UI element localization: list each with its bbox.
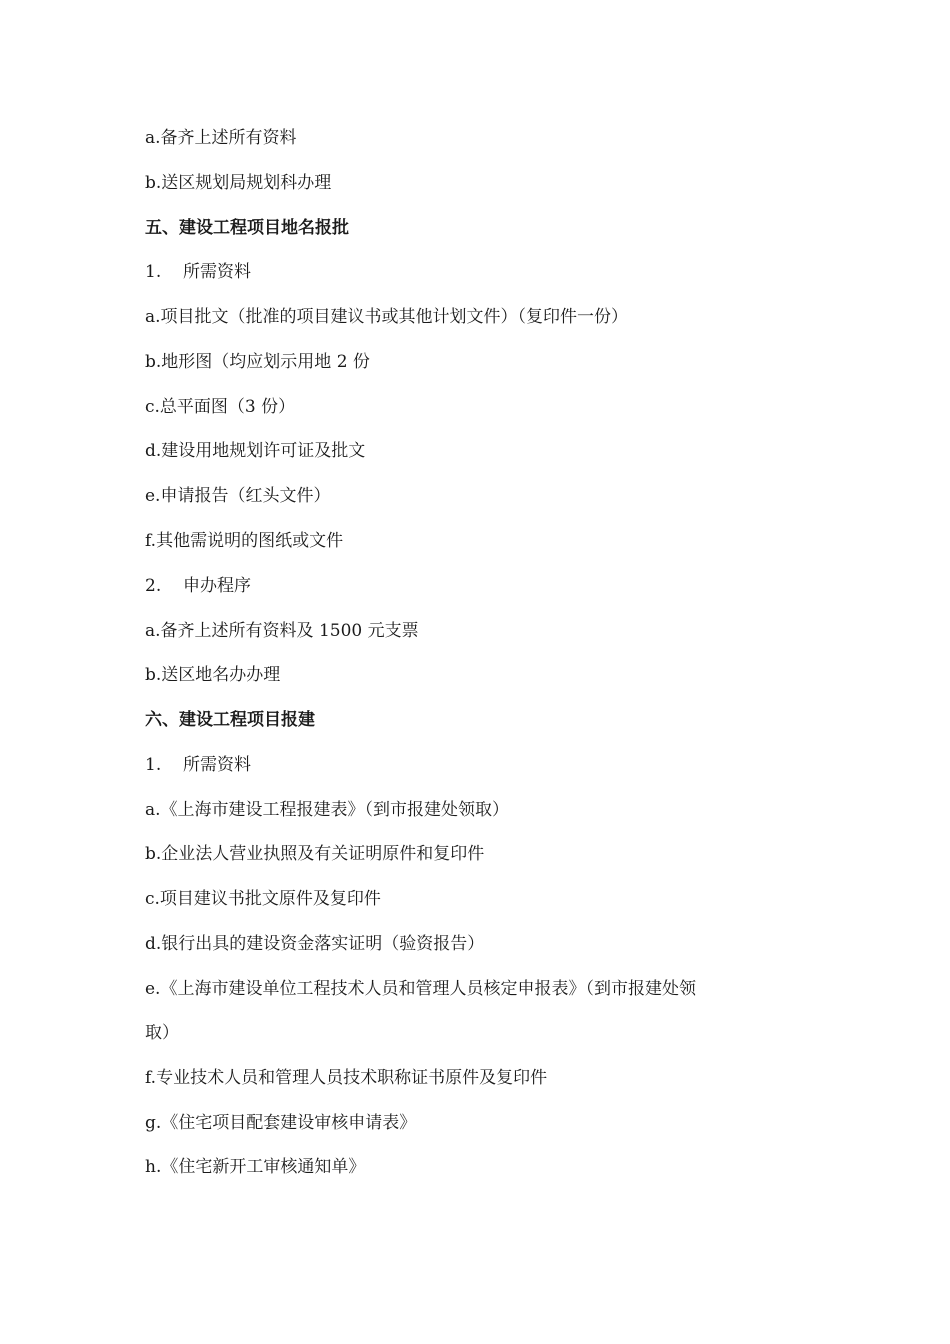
list-item: a.备齐上述所有资料 [145, 128, 297, 148]
list-item: b.企业法人营业执照及有关证明原件和复印件 [145, 844, 485, 864]
list-item-continuation: 取） [145, 1023, 179, 1043]
item-number: 1. [145, 262, 162, 282]
numbered-item [145, 753, 251, 777]
numbered-item [145, 574, 251, 598]
section-heading: 五、建设工程项目地名报批 [145, 218, 349, 238]
list-item: b.送区地名办办理 [145, 665, 281, 685]
item-text: 申办程序 [183, 576, 251, 596]
numbered-item [145, 260, 251, 284]
section-heading: 六、建设工程项目报建 [145, 710, 315, 730]
list-item: d.银行出具的建设资金落实证明（验资报告） [145, 934, 485, 954]
list-item: e.申请报告（红头文件） [145, 486, 331, 506]
list-item: c.项目建议书批文原件及复印件 [145, 889, 381, 909]
list-item: b.送区规划局规划科办理 [145, 173, 332, 193]
list-item: e.《上海市建设单位工程技术人员和管理人员核定申报表》（到市报建处领 [145, 979, 696, 999]
list-item: a.备齐上述所有资料及 1500 元支票 [145, 621, 419, 641]
list-item: a.《上海市建设工程报建表》（到市报建处领取） [145, 800, 510, 820]
item-number: 2. [145, 576, 162, 596]
item-text: 所需资料 [183, 755, 251, 775]
list-item: b.地形图（均应划示用地 2 份 [145, 352, 370, 372]
item-number: 1. [145, 755, 162, 775]
list-item: g.《住宅项目配套建设审核申请表》 [145, 1113, 417, 1133]
list-item: d.建设用地规划许可证及批文 [145, 441, 366, 461]
list-item: f.专业技术人员和管理人员技术职称证书原件及复印件 [145, 1068, 548, 1088]
list-item: c.总平面图（3 份） [145, 397, 296, 417]
item-text: 所需资料 [183, 262, 251, 282]
list-item: a.项目批文（批准的项目建议书或其他计划文件）（复印件一份） [145, 307, 629, 327]
list-item: h.《住宅新开工审核通知单》 [145, 1157, 366, 1177]
list-item: f.其他需说明的图纸或文件 [145, 531, 344, 551]
